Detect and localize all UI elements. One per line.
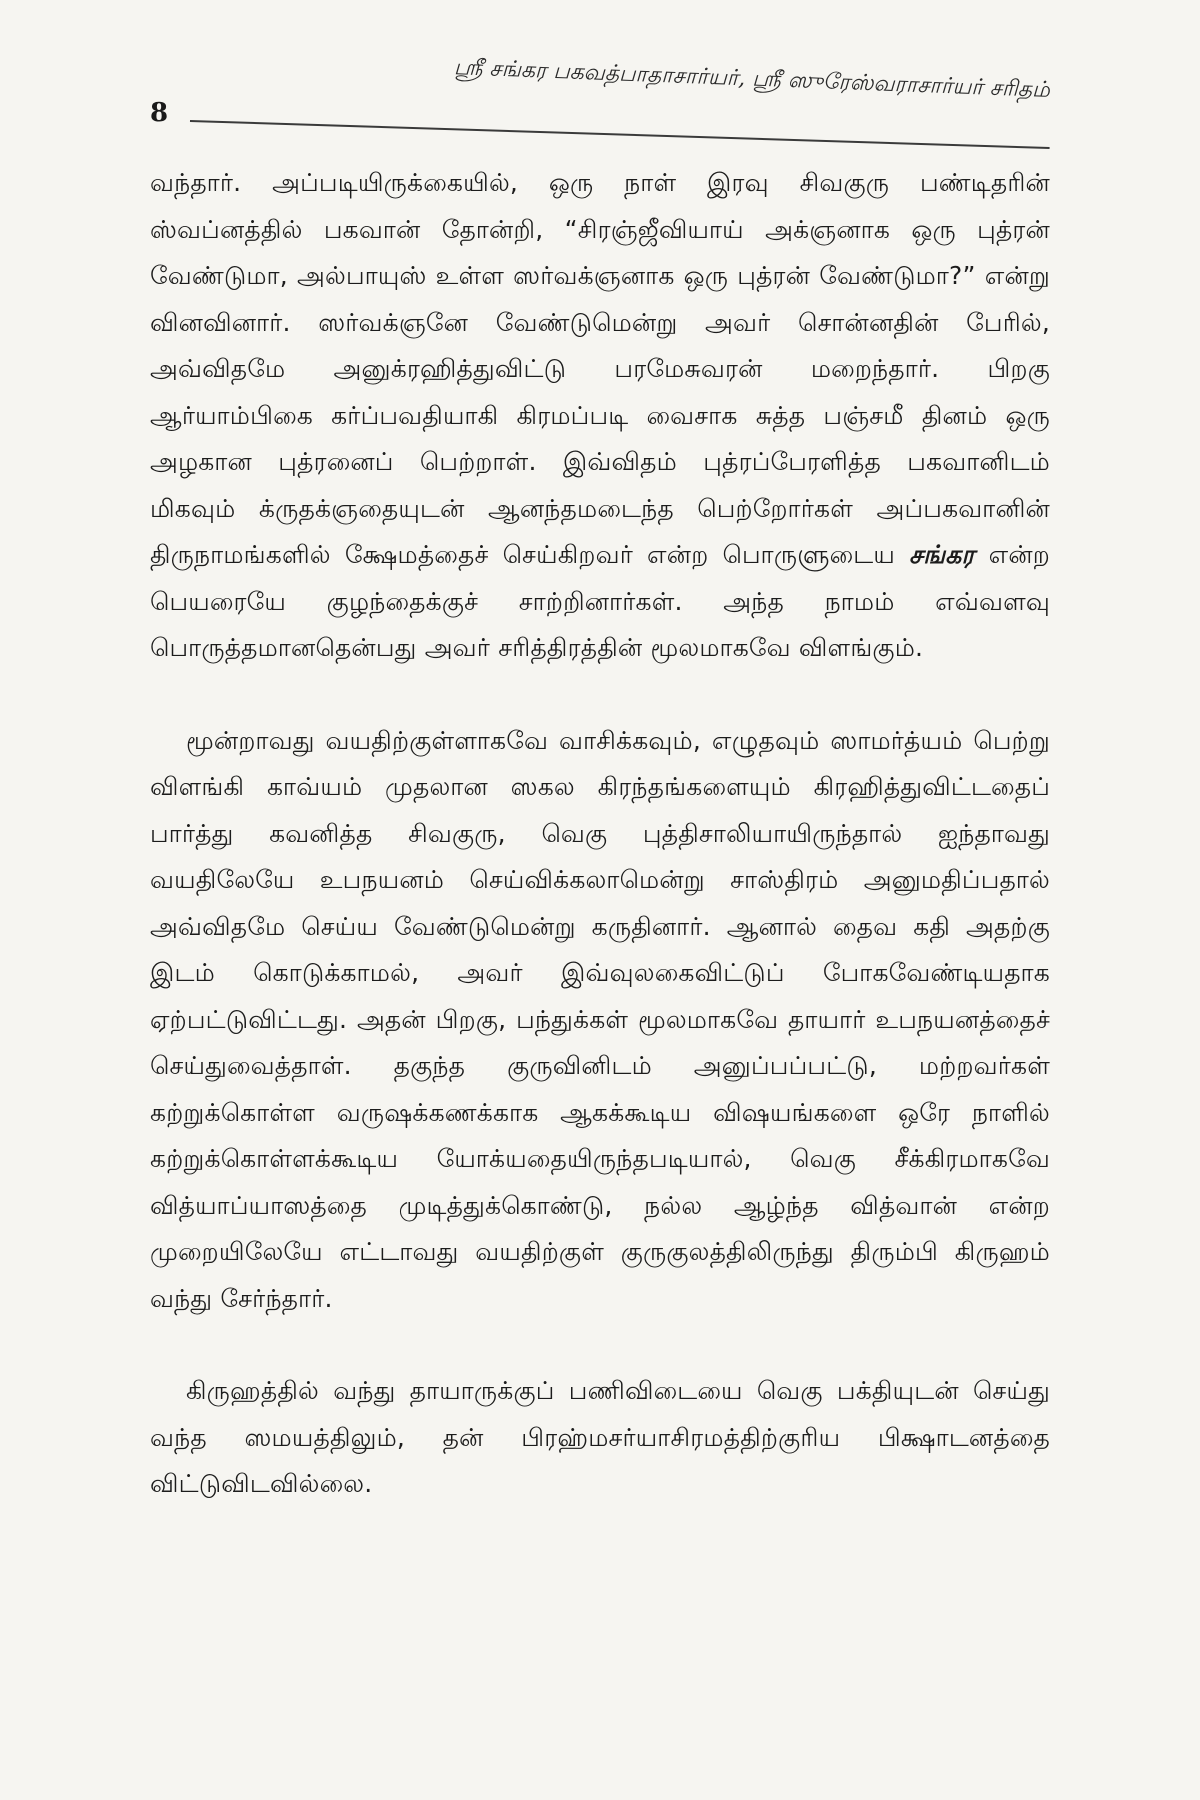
paragraph-1-text-before: வந்தார். அப்படியிருக்கையில், ஒரு நாள் இரவு சிவகுரு பண்டிதரின் ஸ்வப்னத்தில் பகவான் தோன்றி, “சிரஞ்ஜீவியாய் அக்ஞனாக ஒரு புத்ரன் வேண்டுமா, அல்பாயுஸ் உள்ள ஸர்வக்ஞனாக ஒரு புத்ரன் வேண்டுமா?” என்று வினவினார். ஸர்வக்ஞனே வேண்டுமென்று அவர் சொன்னதின் பேரில், அவ்விதமே அனுக்ரஹித்துவிட்டு பரமேசுவரன் மறைந்தார். பிறகு ஆர்யாம்பிகை கர்ப்பவதியாகி கிரமப்படி வைசாக சுத்த பஞ்சமீ தினம் ஒரு அழகான புத்ரனைப் பெற்றாள். இவ்விதம் புத்ரப்பேரளித்த பகவானிடம் மிகவும் க்ருதக்ஞதையுடன் ஆனந்தமடைந்த பெற்றோர்கள் அப்பகவானின் திருநாமங்களில் க்ஷேமத்தைச் செய்கிறவர் என்ற பொருளுடைய xyxy=(150,168,1050,569)
emphasized-name: சங்கர xyxy=(909,540,975,569)
running-title: ஸ்ரீ சங்கர பகவத்பாதாசார்யர், ஸ்ரீ ஸுரேஸ்வராசார்யர் சரிதம் xyxy=(453,55,1050,103)
page-number: 8 xyxy=(150,98,169,128)
paragraph-gap xyxy=(150,672,1050,718)
body-text xyxy=(150,160,1050,1508)
paragraph-gap xyxy=(150,1322,1050,1368)
paragraph-1-text-after: என்ற பெயரையே குழந்தைக்குச் சாற்றினார்கள். அந்த நாமம் எவ்வளவு பொருத்தமானதென்பது அவர் சரித்திரத்தின் மூலமாகவே விளங்கும். xyxy=(150,540,1050,662)
paragraph-3: கிருஹத்தில் வந்து தாயாருக்குப் பணிவிடையை வெகு பக்தியுடன் செய்து வந்த ஸமயத்திலும், தன் பிரஹ்மசர்யாசிரமத்திற்குரிய பிக்ஷாடனத்தை விட்டுவிடவில்லை. xyxy=(150,1376,1050,1498)
page-header xyxy=(150,55,1050,140)
paragraph-1 xyxy=(150,160,1050,672)
header-rule xyxy=(190,120,1050,149)
paragraph-2: மூன்றாவது வயதிற்குள்ளாகவே வாசிக்கவும், எழுதவும் ஸாமர்த்யம் பெற்று விளங்கி காவ்யம் முதலான ஸகல கிரந்தங்களையும் கிரஹித்துவிட்டதைப் பார்த்து கவனித்த சிவகுரு, வெகு புத்திசாலியாயிருந்தால் ஐந்தாவது வயதிலேயே உபநயனம் செய்விக்கலாமென்று சாஸ்திரம் அனுமதிப்பதால் அவ்விதமே செய்ய வேண்டுமென்று கருதினார். ஆனால் தைவ கதி அதற்கு இடம் கொடுக்காமல், அவர் இவ்வுலகைவிட்டுப் போகவேண்டியதாக ஏற்பட்டுவிட்டது. அதன் பிறகு, பந்துக்கள் மூலமாகவே தாயார் உபநயனத்தைச் செய்துவைத்தாள். தகுந்த குருவினிடம் அனுப்பப்பட்டு, மற்றவர்கள் கற்றுக்கொள்ள வருஷக்கணக்காக ஆகக்கூடிய விஷயங்களை ஒரே நாளில் கற்றுக்கொள்ளக்கூடிய யோக்யதையிருந்தபடியால், வெகு சீக்கிரமாகவே வித்யாப்யாஸத்தை முடித்துக்கொண்டு, நல்ல ஆழ்ந்த வித்வான் என்ற முறையிலேயே எட்டாவது வயதிற்குள் குருகுலத்திலிருந்து திரும்பி கிருஹம் வந்து சேர்ந்தார். xyxy=(150,725,1050,1313)
